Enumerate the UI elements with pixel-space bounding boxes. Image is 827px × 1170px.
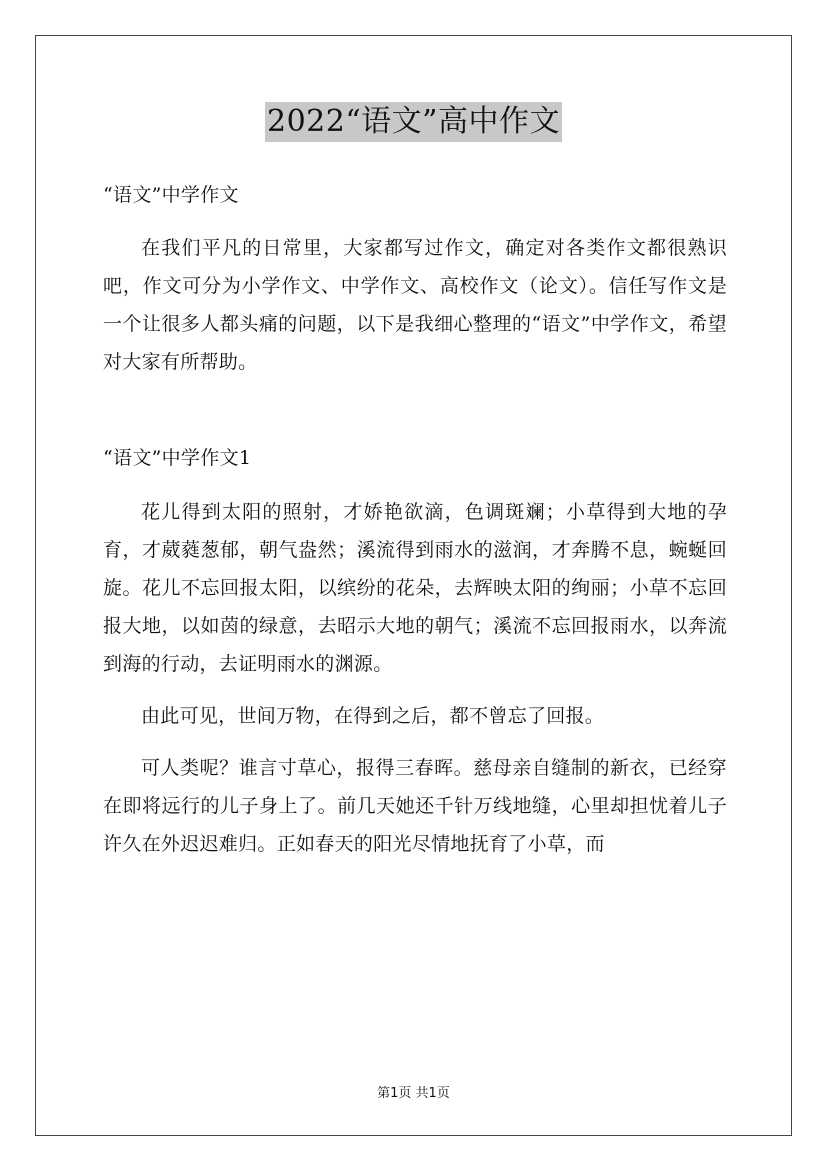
title-container xyxy=(0,102,827,142)
paragraph: 可人类呢？谁言寸草心，报得三春晖。慈母亲自缝制的新衣，已经穿在即将远行的儿子身上了。前几天她还千针万线地缝，心里却担忧着儿子许久在外迟迟难归。正如春天的阳光尽情地抚育了小草，而 xyxy=(103,757,727,855)
paragraph: 花儿得到太阳的照射，才娇艳欲滴，色调斑斓；小草得到大地的孕育，才葳蕤葱郁，朝气盎然；溪流得到雨水的滋润，才奔腾不息，蜿蜒回旋。花儿不忘回报太阳，以缤纷的花朵，去辉映太阳的绚丽；小草不忘回报大地，以如茵的绿意，去昭示大地的朝气；溪流不忘回报雨水，以奔流到海的行动，去证明雨水的渊源。 xyxy=(103,501,727,675)
document-body xyxy=(103,176,727,863)
section-heading: “语文”中学作文1 xyxy=(103,447,252,469)
section-heading: “语文”中学作文 xyxy=(103,184,239,206)
document-title: 2022“语文”高中作文 xyxy=(265,102,562,142)
paragraph: 在我们平凡的日常里，大家都写过作文，确定对各类作文都很熟识吧，作文可分为小学作文、中学作文、高校作文（论文）。信任写作文是一个让很多人都头痛的问题，以下是我细心整理的“语文”中学作文，希望对大家有所帮助。 xyxy=(103,237,727,373)
paragraph: 由此可见，世间万物，在得到之后，都不曾忘了回报。 xyxy=(141,705,605,727)
page-footer: 第1页 共1页 xyxy=(377,1086,450,1101)
